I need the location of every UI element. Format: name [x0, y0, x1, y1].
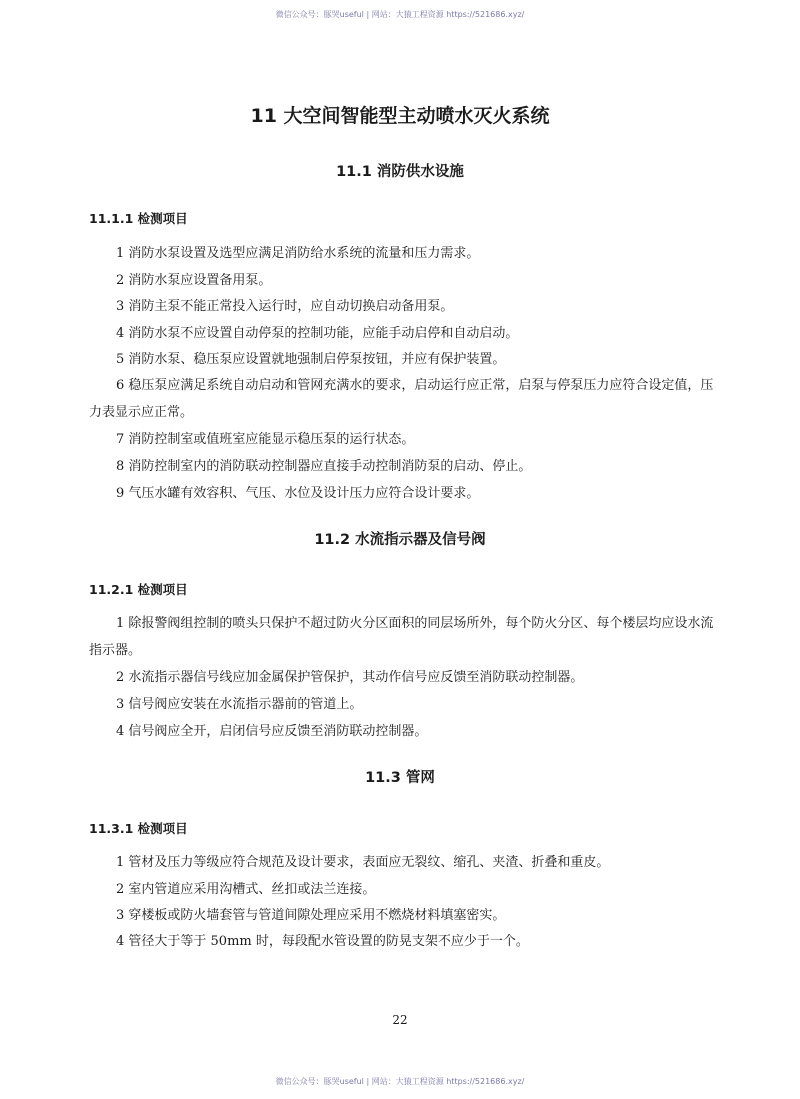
subheading-11-2-1: 11.2.1 检测项目 [89, 582, 188, 597]
list-item: 1 管材及压力等级应符合规范及设计要求，表面应无裂纹、缩孔、夹渣、折叠和重皮。 [116, 855, 610, 870]
watermark-top: 微信公众号：豚哭useful | 网站：大猿工程资源 https://521686.xyz/ [275, 10, 525, 19]
list-item: 8 消防控制室内的消防联动控制器应直接手动控制消防泵的启动、停止。 [116, 459, 532, 474]
list-item: 1 消防水泵设置及选型应满足消防给水系统的流量和压力需求。 [116, 246, 480, 261]
section-title-11-2: 11.2 水流指示器及信号阀 [314, 532, 486, 548]
list-item: 3 消防主泵不能正常投入运行时，应自动切换启动备用泵。 [116, 299, 454, 314]
watermark-bottom: 微信公众号：豚哭useful | 网站：大猿工程资源 https://521686.xyz/ [275, 1077, 525, 1086]
list-item: 1 除报警阀组控制的喷头只保护不超过防火分区面积的同层场所外，每个防火分区、每个楼层均应设水流指示器。 [89, 616, 714, 658]
chapter-title: 11 大空间智能型主动喷水灭火系统 [250, 105, 550, 127]
list-item: 4 管径大于等于 50mm 时，每段配水管设置的防晃支架不应少于一个。 [116, 934, 529, 949]
list-item: 9 气压水罐有效容积、气压、水位及设计压力应符合设计要求。 [116, 486, 480, 501]
list-item: 6 稳压泵应满足系统自动启动和管网充满水的要求，启动运行应正常，启泵与停泵压力应符合设定值，压力表显示应正常。 [89, 378, 714, 420]
list-item: 4 信号阀应全开，启闭信号应反馈至消防联动控制器。 [116, 724, 428, 739]
list-item: 3 信号阀应安装在水流指示器前的管道上。 [116, 697, 363, 712]
list-item: 5 消防水泵、稳压泵应设置就地强制启停泵按钮，并应有保护装置。 [116, 352, 506, 367]
section-title-11-3: 11.3 管网 [365, 770, 435, 786]
subheading-11-3-1: 11.3.1 检测项目 [89, 821, 188, 836]
list-item: 7 消防控制室或值班室应能显示稳压泵的运行状态。 [116, 432, 415, 447]
list-item: 3 穿楼板或防火墙套管与管道间隙处理应采用不燃烧材料填塞密实。 [116, 908, 506, 923]
list-item: 2 消防水泵应设置备用泵。 [116, 273, 272, 288]
list-item: 2 室内管道应采用沟槽式、丝扣或法兰连接。 [116, 882, 376, 897]
page-number: 22 [392, 1013, 408, 1027]
list-item: 4 消防水泵不应设置自动停泵的控制功能，应能手动启停和自动启动。 [116, 326, 519, 341]
list-item: 2 水流指示器信号线应加金属保护管保护，其动作信号应反馈至消防联动控制器。 [116, 670, 584, 685]
section-title-11-1: 11.1 消防供水设施 [336, 164, 464, 180]
subheading-11-1-1: 11.1.1 检测项目 [89, 211, 188, 226]
